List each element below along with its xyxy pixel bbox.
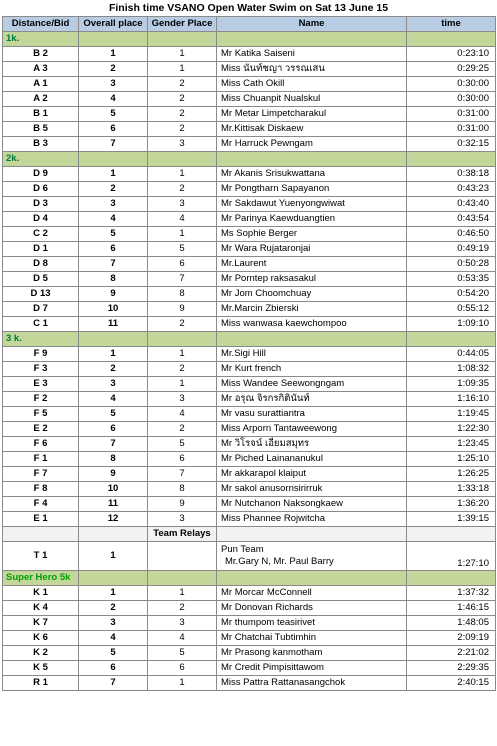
overall-place-cell: 6	[79, 242, 148, 257]
gender-place-cell: 7	[148, 272, 217, 287]
table-row	[3, 601, 496, 616]
time-cell: 0:31:00	[407, 107, 496, 122]
bid-cell: F 3	[3, 362, 79, 377]
overall-place-cell: 5	[79, 227, 148, 242]
gender-place-cell: 2	[148, 92, 217, 107]
name-cell: Mr Donovan Richards	[217, 601, 407, 616]
section-filler	[79, 332, 148, 347]
name-cell: Miss wanwasa kaewchompoo	[217, 317, 407, 332]
section-filler	[407, 332, 496, 347]
bid-cell: D 5	[3, 272, 79, 287]
time-cell: 0:46:50	[407, 227, 496, 242]
overall-place-cell: 1	[79, 542, 148, 571]
overall-place-cell: 6	[79, 422, 148, 437]
section-label: 3 k.	[3, 332, 79, 347]
relay-filler	[3, 527, 79, 542]
bid-cell: C 1	[3, 317, 79, 332]
overall-place-cell: 11	[79, 497, 148, 512]
time-cell: 0:38:18	[407, 167, 496, 182]
bid-cell: D 13	[3, 287, 79, 302]
bid-cell: D 4	[3, 212, 79, 227]
gender-place-cell: 5	[148, 242, 217, 257]
section-filler	[148, 571, 217, 586]
gender-place-cell: 2	[148, 362, 217, 377]
table-row	[3, 676, 496, 691]
section-label: Super Hero 5k	[3, 571, 79, 586]
name-cell: Mr Piched Lainananukul	[217, 452, 407, 467]
bid-cell: D 1	[3, 242, 79, 257]
section-label: 2k.	[3, 152, 79, 167]
name-cell: Mr วิโรจน์ เอี่ยมสมุทร	[217, 437, 407, 452]
table-row	[3, 512, 496, 527]
overall-place-cell: 5	[79, 646, 148, 661]
table-row	[3, 377, 496, 392]
time-cell: 0:31:00	[407, 122, 496, 137]
bid-cell: D 6	[3, 182, 79, 197]
bid-cell: A 1	[3, 77, 79, 92]
page-title: Finish time VSANO Open Water Swim on Sat 13 June 15	[108, 2, 389, 14]
section-filler	[217, 571, 407, 586]
results-table	[2, 16, 496, 691]
time-cell: 0:32:15	[407, 137, 496, 152]
header-bid: Distance/Bid	[3, 17, 79, 32]
name-cell: Mr Porntep raksasakul	[217, 272, 407, 287]
time-cell: 0:53:35	[407, 272, 496, 287]
name-cell: Mr Pongtharn Sapayanon	[217, 182, 407, 197]
time-cell: 0:44:05	[407, 347, 496, 362]
header-row	[3, 17, 496, 32]
relay-team-name: Pun Team	[221, 544, 264, 555]
overall-place-cell: 2	[79, 62, 148, 77]
time-cell: 0:30:00	[407, 77, 496, 92]
name-cell: Mr Chatchai Tubtimhin	[217, 631, 407, 646]
time-cell: 1:09:35	[407, 377, 496, 392]
name-cell: Mr Morcar McConnell	[217, 586, 407, 601]
gender-place-cell: 2	[148, 107, 217, 122]
overall-place-cell: 4	[79, 392, 148, 407]
bid-cell: B 5	[3, 122, 79, 137]
bid-cell: D 9	[3, 167, 79, 182]
overall-place-cell: 12	[79, 512, 148, 527]
time-cell: 1:39:15	[407, 512, 496, 527]
name-cell: Miss Chuanpit Nualskul	[217, 92, 407, 107]
overall-place-cell: 10	[79, 482, 148, 497]
gender-place-cell: 2	[148, 317, 217, 332]
gender-place-cell: 7	[148, 467, 217, 482]
overall-place-cell: 6	[79, 122, 148, 137]
bid-cell: A 2	[3, 92, 79, 107]
bid-cell: F 7	[3, 467, 79, 482]
relay-filler	[407, 527, 496, 542]
gender-place-cell: 2	[148, 422, 217, 437]
table-row	[3, 47, 496, 62]
overall-place-cell: 8	[79, 452, 148, 467]
table-row	[3, 362, 496, 377]
overall-place-cell: 9	[79, 467, 148, 482]
time-cell: 0:54:20	[407, 287, 496, 302]
gender-place-cell: 2	[148, 182, 217, 197]
table-row	[3, 437, 496, 452]
table-row	[3, 227, 496, 242]
relay-label: Team Relays	[148, 527, 217, 542]
bid-cell: K 6	[3, 631, 79, 646]
bid-cell: R 1	[3, 676, 79, 691]
time-cell: 0:43:54	[407, 212, 496, 227]
time-cell: 2:21:02	[407, 646, 496, 661]
section-filler	[79, 32, 148, 47]
section-filler	[407, 152, 496, 167]
bid-cell: F 8	[3, 482, 79, 497]
name-cell: Miss Pattra Rattanasangchok	[217, 676, 407, 691]
time-cell: 1:48:05	[407, 616, 496, 631]
section-header	[3, 152, 496, 167]
table-row	[3, 182, 496, 197]
relay-filler	[217, 527, 407, 542]
time-cell: 0:23:10	[407, 47, 496, 62]
name-cell: Mr Jom Choomchuay	[217, 287, 407, 302]
table-row	[3, 137, 496, 152]
gender-place-cell: 9	[148, 497, 217, 512]
name-cell: Mr thumpom teasirivet	[217, 616, 407, 631]
time-cell: 1:19:45	[407, 407, 496, 422]
name-cell: Mr Wara Rujataronjai	[217, 242, 407, 257]
section-filler	[217, 32, 407, 47]
overall-place-cell: 2	[79, 362, 148, 377]
header-time: time	[407, 17, 496, 32]
name-cell: Miss นันท์ชญา วรรณเสน	[217, 62, 407, 77]
gender-place-cell: 4	[148, 212, 217, 227]
table-row	[3, 317, 496, 332]
bid-cell: F 6	[3, 437, 79, 452]
overall-place-cell: 3	[79, 197, 148, 212]
time-cell: 1:23:45	[407, 437, 496, 452]
table-row	[3, 212, 496, 227]
time-cell: 1:09:10	[407, 317, 496, 332]
table-row	[3, 482, 496, 497]
name-cell: Mr Harruck Pewngam	[217, 137, 407, 152]
gender-place-cell: 3	[148, 512, 217, 527]
section-filler	[148, 332, 217, 347]
time-cell: 1:37:32	[407, 586, 496, 601]
gender-place-cell: 1	[148, 377, 217, 392]
overall-place-cell: 1	[79, 47, 148, 62]
gender-place-cell: 6	[148, 257, 217, 272]
name-cell: Mr Credit Pimpisittawom	[217, 661, 407, 676]
bid-cell: K 7	[3, 616, 79, 631]
overall-place-cell: 7	[79, 137, 148, 152]
time-cell: 1:36:20	[407, 497, 496, 512]
overall-place-cell: 7	[79, 437, 148, 452]
bid-cell: K 1	[3, 586, 79, 601]
name-cell: Mr sakol anusornsirirruk	[217, 482, 407, 497]
name-cell: Mr.Kittisak Diskaew	[217, 122, 407, 137]
name-cell: Mr อรุณ จิรกรกิตินันท์	[217, 392, 407, 407]
bid-cell: B 2	[3, 47, 79, 62]
bid-cell: D 8	[3, 257, 79, 272]
name-cell: Mr vasu surattiantra	[217, 407, 407, 422]
table-row	[3, 616, 496, 631]
time-cell: 1:22:30	[407, 422, 496, 437]
gender-place-cell: 1	[148, 62, 217, 77]
gender-place-cell: 1	[148, 347, 217, 362]
gender-place-cell: 1	[148, 47, 217, 62]
table-row	[3, 122, 496, 137]
time-cell: 1:16:10	[407, 392, 496, 407]
table-row	[3, 586, 496, 601]
table-row	[3, 347, 496, 362]
section-filler	[148, 152, 217, 167]
table-row	[3, 302, 496, 317]
overall-place-cell: 6	[79, 661, 148, 676]
time-cell: 0:43:40	[407, 197, 496, 212]
header-name: Name	[217, 17, 407, 32]
bid-cell: F 9	[3, 347, 79, 362]
relay-row	[3, 542, 496, 571]
table-row	[3, 452, 496, 467]
gender-place-cell: 1	[148, 167, 217, 182]
section-header	[3, 32, 496, 47]
name-cell: Mr Parinya Kaewduangtien	[217, 212, 407, 227]
section-label: 1k.	[3, 32, 79, 47]
overall-place-cell: 4	[79, 631, 148, 646]
gender-place-cell: 2	[148, 122, 217, 137]
table-row	[3, 631, 496, 646]
gender-place-cell: 4	[148, 631, 217, 646]
relay-team-members: Mr.Gary N, Mr. Paul Barry	[225, 556, 334, 567]
relay-header	[3, 527, 496, 542]
time-cell: 0:30:00	[407, 92, 496, 107]
gender-place-cell: 6	[148, 452, 217, 467]
bid-cell: K 4	[3, 601, 79, 616]
section-filler	[407, 571, 496, 586]
relay-team-cell	[217, 542, 407, 571]
name-cell: Mr Katika Saiseni	[217, 47, 407, 62]
gender-place-cell: 5	[148, 437, 217, 452]
time-cell: 1:33:18	[407, 482, 496, 497]
gender-place-cell: 3	[148, 137, 217, 152]
table-row	[3, 422, 496, 437]
gender-place-cell: 4	[148, 407, 217, 422]
overall-place-cell: 1	[79, 167, 148, 182]
overall-place-cell: 3	[79, 77, 148, 92]
overall-place-cell: 8	[79, 272, 148, 287]
name-cell: Mr.Sigi Hill	[217, 347, 407, 362]
section-header	[3, 571, 496, 586]
table-row	[3, 661, 496, 676]
bid-cell: E 1	[3, 512, 79, 527]
overall-place-cell: 9	[79, 287, 148, 302]
name-cell: Miss Phannee Rojwitcha	[217, 512, 407, 527]
table-row	[3, 287, 496, 302]
overall-place-cell: 11	[79, 317, 148, 332]
bid-cell: C 2	[3, 227, 79, 242]
name-cell: Mr akkarapol klaiput	[217, 467, 407, 482]
overall-place-cell: 3	[79, 616, 148, 631]
time-cell: 1:46:15	[407, 601, 496, 616]
table-row	[3, 242, 496, 257]
time-cell: 1:08:32	[407, 362, 496, 377]
overall-place-cell: 4	[79, 212, 148, 227]
section-filler	[79, 571, 148, 586]
bid-cell: K 2	[3, 646, 79, 661]
overall-place-cell: 7	[79, 676, 148, 691]
gender-place-cell: 3	[148, 392, 217, 407]
name-cell: Ms Sophie Berger	[217, 227, 407, 242]
overall-place-cell: 5	[79, 107, 148, 122]
table-row	[3, 407, 496, 422]
bid-cell: D 3	[3, 197, 79, 212]
table-row	[3, 167, 496, 182]
gender-place-cell: 1	[148, 227, 217, 242]
overall-place-cell: 10	[79, 302, 148, 317]
name-cell: Mr Prasong kanmotham	[217, 646, 407, 661]
time-cell: 0:43:23	[407, 182, 496, 197]
name-cell: Mr Nutchanon Naksongkaew	[217, 497, 407, 512]
bid-cell: B 3	[3, 137, 79, 152]
section-header	[3, 332, 496, 347]
name-cell: Mr Akanis Srisukwattana	[217, 167, 407, 182]
header-overall: Overall place	[79, 17, 148, 32]
table-row	[3, 257, 496, 272]
section-filler	[217, 152, 407, 167]
table-row	[3, 272, 496, 287]
time-cell: 0:55:12	[407, 302, 496, 317]
name-cell: Miss Wandee Seewongngam	[217, 377, 407, 392]
bid-cell: E 3	[3, 377, 79, 392]
relay-filler	[79, 527, 148, 542]
table-row	[3, 62, 496, 77]
bid-cell: K 5	[3, 661, 79, 676]
name-cell: Mr Metar Limpetcharakul	[217, 107, 407, 122]
time-cell: 0:50:28	[407, 257, 496, 272]
bid-cell: D 7	[3, 302, 79, 317]
gender-place-cell: 1	[148, 586, 217, 601]
name-cell: Mr Sakdawut Yuenyongwiwat	[217, 197, 407, 212]
gender-place-cell: 8	[148, 287, 217, 302]
bid-cell: A 3	[3, 62, 79, 77]
gender-place-cell: 9	[148, 302, 217, 317]
name-cell: Mr Kurt french	[217, 362, 407, 377]
bid-cell: F 5	[3, 407, 79, 422]
bid-cell: F 2	[3, 392, 79, 407]
gender-place-cell: 5	[148, 646, 217, 661]
section-filler	[407, 32, 496, 47]
table-row	[3, 467, 496, 482]
time-cell: 1:25:10	[407, 452, 496, 467]
overall-place-cell: 7	[79, 257, 148, 272]
time-cell: 1:26:25	[407, 467, 496, 482]
gender-place-cell: 8	[148, 482, 217, 497]
section-filler	[79, 152, 148, 167]
overall-place-cell: 4	[79, 92, 148, 107]
gender-place-cell: 1	[148, 676, 217, 691]
overall-place-cell: 1	[79, 347, 148, 362]
time-cell: 2:40:15	[407, 676, 496, 691]
time-cell: 0:29:25	[407, 62, 496, 77]
table-row	[3, 107, 496, 122]
overall-place-cell: 1	[79, 586, 148, 601]
table-row	[3, 646, 496, 661]
gender-place-cell: 2	[148, 77, 217, 92]
table-row	[3, 497, 496, 512]
time-cell: 1:27:10	[407, 542, 496, 571]
table-row	[3, 392, 496, 407]
overall-place-cell: 5	[79, 407, 148, 422]
section-filler	[148, 32, 217, 47]
section-filler	[217, 332, 407, 347]
bid-cell: E 2	[3, 422, 79, 437]
bid-cell: F 1	[3, 452, 79, 467]
bid-cell: B 1	[3, 107, 79, 122]
overall-place-cell: 3	[79, 377, 148, 392]
bid-cell: F 4	[3, 497, 79, 512]
time-cell: 0:49:19	[407, 242, 496, 257]
gender-place-cell	[148, 542, 217, 571]
table-row	[3, 197, 496, 212]
name-cell: Mr.Marcin Zbierski	[217, 302, 407, 317]
table-row	[3, 92, 496, 107]
table-row	[3, 77, 496, 92]
gender-place-cell: 3	[148, 197, 217, 212]
gender-place-cell: 2	[148, 601, 217, 616]
gender-place-cell: 6	[148, 661, 217, 676]
name-cell: Miss Arporn Tantaweewong	[217, 422, 407, 437]
time-cell: 2:09:19	[407, 631, 496, 646]
name-cell: Mr.Laurent	[217, 257, 407, 272]
bid-cell: T 1	[3, 542, 79, 571]
overall-place-cell: 2	[79, 182, 148, 197]
overall-place-cell: 2	[79, 601, 148, 616]
header-gender: Gender Place	[148, 17, 217, 32]
time-cell: 2:29:35	[407, 661, 496, 676]
name-cell: Miss Cath Okill	[217, 77, 407, 92]
gender-place-cell: 3	[148, 616, 217, 631]
